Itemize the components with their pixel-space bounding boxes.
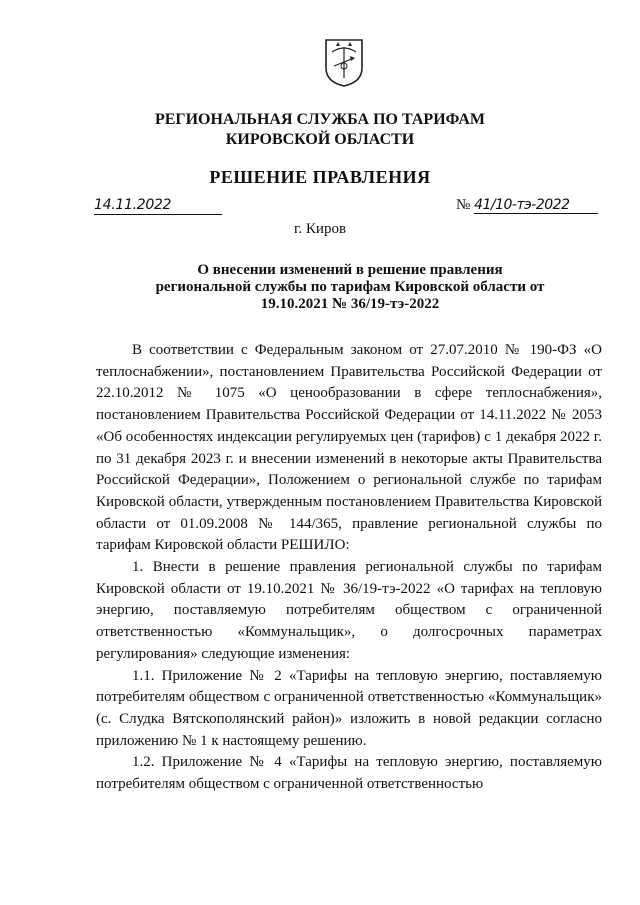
paragraph-item-1-2: 1.2. Приложение № 4 «Тарифы на тепловую энергию, поставляемую потребителям обществом с ограниченной ответственностью (96, 754, 602, 793)
organization-name-line2: КИРОВСКОЙ ОБЛАСТИ (225, 131, 415, 148)
paragraph-item-1-1: 1.1. Приложение № 2 «Тарифы на тепловую энергию, поставляемую потребителям обществом с ограниченной ответственностью «Коммунальщик» (с. Слудка Вятскополянский район)» изложить в новой редакции согласно приложению № 1 к настоящему решению. (96, 667, 602, 749)
document-type-title: РЕШЕНИЕ ПРАВЛЕНИЯ (209, 167, 431, 187)
coat-of-arms-icon (324, 38, 364, 88)
document-number-value: 41/10-тэ-2022 (474, 197, 598, 214)
document-subject: О внесении изменений в решение правления региональной службы по тарифам Кировской области от 19.10.2021 № 36/19-тэ-2022 (155, 262, 545, 312)
document-city: г. Киров (293, 221, 347, 237)
paragraph-preamble: В соответствии с Федеральным законом от 27.07.2010 № 190-ФЗ «О теплоснабжении», постановлением Правительства Российской Федерации от 22.10.2012 № 1075 «О ценообразовании в сфере теплоснабжения», постановлением Правительства Российской Федерации от 14.11.2022 № 2053 «Об особенностях индексации регулируемых цен (тарифов) с 1 декабря 2022 г. по 31 декабря 2023 г. и внесении изменений в некоторые акты Правительства Российской Федерации», Положением о региональной службе по тарифам Кировской области, утвержденным постановлением Правительства Кировской области от 01.09.2008 № 144/365, правление региональной службы по тарифам Кировской области РЕШИЛО: (96, 342, 602, 554)
document-body (96, 340, 602, 796)
document-number (456, 197, 598, 214)
paragraph-item-1: 1. Внести в решение правления региональной службы по тарифам Кировской области от 19.10.2021 № 36/19-тэ-2022 «О тарифах на тепловую энергию, поставляемую потребителям обществом с ограниченной ответственностью «Коммунальщик», о долгосрочных параметрах регулирования» следующие изменения: (96, 559, 602, 662)
organization-name-line1: РЕГИОНАЛЬНАЯ СЛУЖБА ПО ТАРИФАМ (154, 111, 486, 128)
document-date: 14.11.2022 (94, 197, 222, 215)
number-sign: № (456, 197, 471, 213)
